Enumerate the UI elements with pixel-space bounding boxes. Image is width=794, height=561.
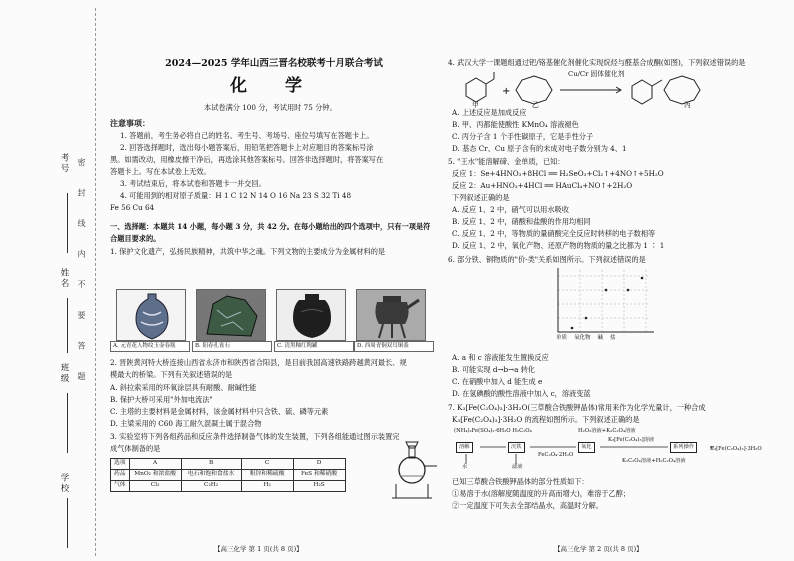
table-row xyxy=(111,459,346,470)
q6-option-b[interactable]: B. 可能实现 d→b→a 转化 xyxy=(452,365,536,374)
table-cell: 粗锌和稀硫酸 xyxy=(241,470,293,481)
table-row xyxy=(111,470,346,481)
table-cell: C₂H₂ xyxy=(181,481,241,492)
school-label: 学校 xyxy=(59,473,69,494)
page-1 xyxy=(104,0,440,561)
q5-option-b[interactable]: B. 反应 1、2 中，硝酸和盐酸的作用均相同 xyxy=(452,217,591,226)
q5-reaction-1: 反应 1：Se+4HNO₃+8HCl ══ H₂SeO₃+Cl₂↑+4NO↑+5H₂O xyxy=(452,169,664,178)
q2-option-c[interactable]: C. 主塔的主要材料是金属材料，该金属材料中只含铁、硫、磷等元素 xyxy=(110,407,329,416)
q6-x-label: 氧化物 xyxy=(574,335,591,341)
q4-reagent: Cu/Cr 固体催化剂 xyxy=(568,70,625,78)
q5-stem: 5. "王水"能溶解碲、金单质，已知： xyxy=(448,157,565,166)
class-label: 班级 xyxy=(59,363,69,384)
binding-strip xyxy=(4,8,96,556)
table-cell: Cl₂ xyxy=(129,481,181,492)
bronze-vessel-icon xyxy=(356,289,426,341)
q3-stem: 3. 实验室将下列各组药品和反应条件选择制备气体的发生装置，下列各组能通过图示装置完 xyxy=(110,432,400,441)
table-cell: FeS 和稀硝酸 xyxy=(293,470,345,481)
q7-intermediate: FeC₂O₄·2H₂O xyxy=(538,452,574,458)
q2-stem: 2. 晋陕黄河特大桥连接山西省永济市和陕西省合阳县，是目前我国高速铁路跨越黄河最长、规 xyxy=(110,358,407,367)
jar-icon xyxy=(276,289,346,341)
table-header-cell: 选项 xyxy=(111,459,130,470)
vase-icon xyxy=(116,289,186,341)
q3-table xyxy=(110,458,346,492)
q7-step-series: 系列操作 xyxy=(670,442,697,453)
score-info: 本试卷满分 100 分，考试用时 75 分钟。 xyxy=(204,103,337,112)
q2-option-b[interactable]: B. 保护大桥可采用"外加电流法" xyxy=(110,395,213,404)
class-blank[interactable] xyxy=(67,393,68,453)
q4-label-c: 丙 xyxy=(684,101,691,109)
q7-stem: 7. K₃[Fe(C₂O₄)₃]·3H₂O(三草酸合铁酸钾晶体)常用来作为化学光量计，一种合成 xyxy=(448,403,706,412)
note-line: 2. 回答选择题时，选出每小题答案后，用铅笔把答题卡上对应题目的答案标号涂 xyxy=(120,143,374,152)
q5-reaction-2: 反应 2：Au+HNO₃+4HCl ══ HAuCl₄+NO↑+2H₂O xyxy=(452,181,633,190)
note-line: 3. 考试结束后，将本试卷和答题卡一并交回。 xyxy=(120,179,266,188)
q7-filtrate: 滤液 xyxy=(512,464,523,470)
exam-title: 2024—2025 学年山西三晋名校联考十月联合考试 xyxy=(165,58,383,69)
note-line: 黑。如需改动，用橡皮擦干净后，再选涂其他答案标号。回答非选择题时，将答案写在 xyxy=(110,155,384,164)
cut-line-text: 密 封 线 内 不 要 答 题 xyxy=(77,158,86,390)
table-header-cell: C xyxy=(241,459,293,470)
q2-stem: 模最大的桥梁。下列有关叙述错误的是 xyxy=(110,370,233,379)
q7-step-dissolve: 溶解 xyxy=(456,442,473,453)
subject-title: 化 学 xyxy=(230,76,318,96)
q7-extra-reagent: H₂O₂溶液+K₂C₂O₄溶液 xyxy=(578,428,636,434)
q1-caption-d: D. 西周青铜双耳铜盉 xyxy=(354,341,434,352)
q7-stem: K₃[Fe(C₂O₄)₃]·3H₂O 的流程如图所示。下列叙述正确的是 xyxy=(452,415,640,424)
q2-option-a[interactable]: A. 斜拉索采用的环氧涂层具有耐酸、耐碱性能 xyxy=(110,383,257,392)
q7-product: K₃[Fe(C₂O₄)₃]·3H₂O xyxy=(710,446,762,452)
note-line: 4. 可能用到的相对原子质量：H 1 C 12 N 14 O 16 Na 23 S 32 Ti 48 xyxy=(120,191,352,200)
section1-line1: 一、选择题：本题共 14 小题，每小题 3 分，共 42 分。在每小题给出的四个选项中，只有一项是符 xyxy=(110,222,431,231)
q4-option-c[interactable]: C. 丙分子含 1 个手性碳原子，它是手性分子 xyxy=(452,132,594,141)
q7-step-oxidize: 氧化 xyxy=(578,442,595,453)
school-blank[interactable] xyxy=(67,498,68,548)
exam-no-label: 考号 xyxy=(59,153,69,174)
note-line: 答题卡上。写在本试卷上无效。 xyxy=(110,167,211,176)
section1-line2: 合题目要求的。 xyxy=(110,234,161,243)
q7-known: 已知三草酸合铁酸钾晶体的部分性质如下： xyxy=(452,477,589,486)
q1-caption-b: B. 阳春孔雀石 xyxy=(192,341,272,352)
note-line: Fe 56 Cu 64 xyxy=(110,203,155,212)
q6-option-c[interactable]: C. 在硝酸中加入 d 能生成 e xyxy=(452,377,543,386)
q5-option-a[interactable]: A. 反应 1、2 中，硝气可以用水吸收 xyxy=(452,205,569,214)
q7-water: 水 xyxy=(462,464,468,470)
svg-text:+: + xyxy=(502,86,511,97)
q6-x-label: 盐 xyxy=(610,335,616,341)
q6-x-label: 碱 xyxy=(597,335,604,341)
table-cell: H₂ xyxy=(241,481,293,492)
name-blank[interactable] xyxy=(67,298,68,353)
q6-x-label: 单质 xyxy=(556,335,568,341)
q4-option-d[interactable]: D. 基态 Cr、Cu 原子含有的未成对电子数分别为 4、1 xyxy=(452,144,627,153)
q7-known-1: ①易溶于水(溶解度随温度的升高而增大)，难溶于乙醇； xyxy=(452,489,631,498)
q6-option-d[interactable]: D. 在氢碘酸的酸性溶液中加入 c，溶液变蓝 xyxy=(452,389,591,398)
note-line: 1. 答题前，考生务必将自己的姓名、考生号、考场号、座位号填写在答题卡上。 xyxy=(120,131,374,140)
q7-known-2: ②一定温度下可失去全部结晶水，高温时分解。 xyxy=(452,501,603,510)
q5-option-d[interactable]: D. 反应 1、2 中，氧化产物、还原产物的物质的量之比都为 1 ∶ 1 xyxy=(452,241,665,250)
q5-option-c[interactable]: C. 反应 1、2 中，等物质的量硝酸完全反应时转移的电子数相等 xyxy=(452,229,656,238)
q5-ask: 下列叙述正确的是 xyxy=(452,193,510,202)
q4-label-b: 乙 xyxy=(532,101,539,109)
table-cell: 气体 xyxy=(111,481,130,492)
flask-apparatus-icon xyxy=(386,436,438,505)
table-cell: 药品 xyxy=(111,470,130,481)
q6-stem: 6. 部分铁、铜物质的"价-类"关系如图所示。下列叙述错误的是 xyxy=(448,255,646,264)
malachite-icon xyxy=(196,289,266,341)
q4-stem: 4. 武汉大学一课题组通过钯/铬基催化剂催化实现烷烃与醛基合成酮(如图)，下列叙述错误的是 xyxy=(448,58,746,67)
q4-option-a[interactable]: A. 上述反应是加成反应 xyxy=(452,108,527,117)
table-header-cell: B xyxy=(181,459,241,470)
q3-stem: 成气体制备的是 xyxy=(110,444,161,453)
q7-step-precipitate: 沉铁 xyxy=(508,442,525,453)
table-header-cell: D xyxy=(293,459,345,470)
q6-x-labels xyxy=(556,335,656,342)
table-cell: H₂S xyxy=(293,481,345,492)
q7-solution: K₃[Fe(C₂O₄)₃]溶液 xyxy=(608,437,655,443)
q4-label-a: 甲 xyxy=(472,101,479,109)
q4-option-b[interactable]: B. 甲、丙都能使酸性 KMnO₄ 溶液褪色 xyxy=(452,120,579,129)
q1-caption-a: A. 元青花人物纹玉壶春瓶 xyxy=(110,341,190,352)
q7-top-reagents: (NH₄)₂Fe(SO₄)₂·6H₂O H₂C₂O₄ xyxy=(454,428,532,434)
q6-option-a[interactable]: A. a 和 c 溶液能发生置换反应 xyxy=(452,353,549,362)
table-header-cell: A xyxy=(129,459,181,470)
q1-caption-c: C. 清黑釉红陶罐 xyxy=(274,341,354,352)
page-2 xyxy=(448,0,788,561)
table-row xyxy=(111,481,346,492)
table-cell: MnO₂ 和浓盐酸 xyxy=(129,470,181,481)
q1-stem: 1. 保护文化遗产，弘扬民族精神，共筑中华之魂。下列文物的主要成分为金属材料的是 xyxy=(110,247,386,256)
notes-heading: 注意事项： xyxy=(110,118,150,128)
table-cell: 电石和饱和食盐水 xyxy=(181,470,241,481)
name-label: 姓名 xyxy=(59,268,69,289)
flow-arrows xyxy=(448,440,788,470)
q7-extra2: K₂C₂O₄溶液+H₂C₂O₄溶液 xyxy=(622,458,686,464)
q2-option-d[interactable]: D. 主梁采用的 C60 海工耐久混凝土属于混合物 xyxy=(110,419,262,428)
exam-no-blank[interactable] xyxy=(67,193,68,253)
page-footer: 【高三化学 第 2 页(共 8 页)】 xyxy=(554,545,643,553)
page-footer: 【高三化学 第 1 页(共 8 页)】 xyxy=(214,545,303,553)
